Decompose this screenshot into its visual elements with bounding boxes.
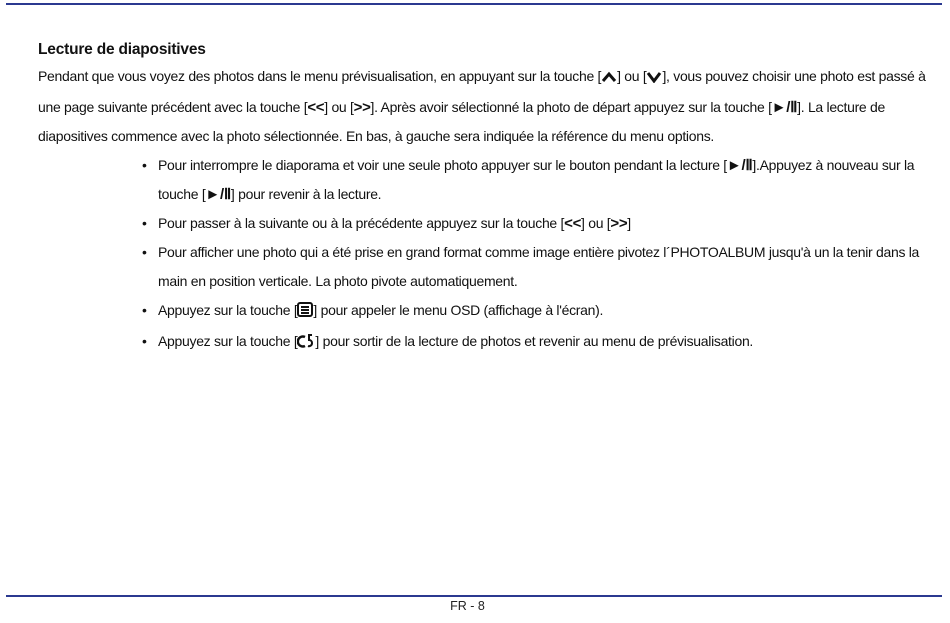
page-number: FR - 8 xyxy=(450,599,485,613)
rewind-key-icon: << xyxy=(307,99,325,116)
play-pause-key-icon: ►/Ⅱ xyxy=(771,99,798,116)
menu-key-icon xyxy=(297,298,313,327)
play-pause-key-icon: ►/Ⅱ xyxy=(726,157,753,174)
forward-key-icon: >> xyxy=(610,215,628,232)
return-key-icon xyxy=(297,329,315,358)
document-body xyxy=(38,38,928,358)
up-arrow-key-icon xyxy=(601,64,617,93)
forward-key-icon: >> xyxy=(353,99,371,116)
bottom-rule xyxy=(6,595,942,597)
intro-paragraph: Pendant que vous voyez des photos dans le menu prévisualisation, en appuyant sur la touche [ ] ou [ ], vous pouvez choisir une photo est passé à une page suivante précédent avec la touche [<<] ou [>>]. Après avoir sélectionné la photo de départ appuyez sur la touche [►/Ⅱ]. La lecture de diapositives commence avec la photo sélectionnée. En bas, à gauche sera indiquée la référence du menu options. xyxy=(38,62,928,151)
bullet-list xyxy=(38,151,928,358)
list-item: • Appuyez sur la touche [ ] pour appeler le menu OSD (affichage à l'écran). xyxy=(142,296,928,327)
section-heading: Lecture de diapositives xyxy=(38,41,206,58)
down-arrow-key-icon xyxy=(646,64,662,93)
list-item: • Pour passer à la suivante ou à la précédente appuyez sur la touche [<<] ou [>>] xyxy=(142,215,631,232)
play-pause-key-icon: ►/Ⅱ xyxy=(205,186,231,203)
top-rule xyxy=(6,3,942,5)
rewind-key-icon: << xyxy=(564,215,582,232)
list-item: • Pour afficher une photo qui a été prise en grand format comme image entière pivotez l´PHOTOALBUM jusqu'à un la tenir dans la main en position verticale. La photo pivote automatiquement. xyxy=(142,244,920,289)
list-item: • Pour interrompre le diaporama et voir une seule photo appuyer sur le bouton pendant la lecture [►/Ⅱ].Appuyez à nouveau sur la touche [►/Ⅱ] pour revenir à la lecture. xyxy=(142,157,915,203)
list-item: • Appuyez sur la touche [ ] pour sortir de la lecture de photos et revenir au menu de prévisualisation. xyxy=(142,327,928,358)
